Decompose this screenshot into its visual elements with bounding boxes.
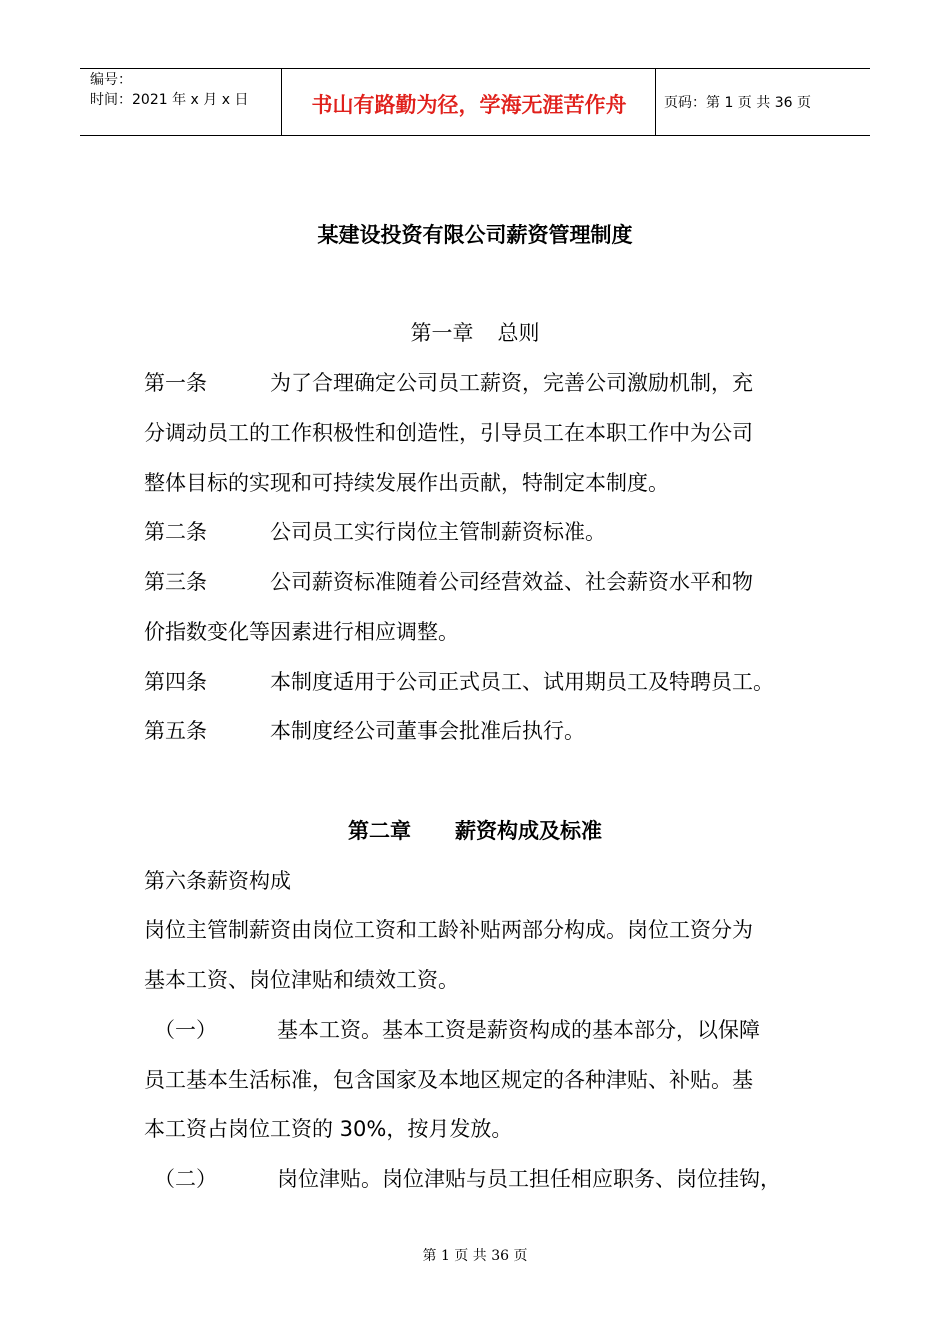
article-6-heading: 第六条薪资构成	[144, 869, 291, 893]
chapter-2-heading	[0, 816, 950, 846]
item-1-label: （一）	[154, 1018, 217, 1042]
article-6-line-2: 基本工资、岗位津贴和绩效工资。	[144, 968, 459, 992]
article-4-text: 本制度适用于公司正式员工、试用期员工及特聘员工。	[270, 670, 774, 694]
chapter-1-number: 第一章	[410, 321, 474, 345]
article-2-label: 第二条	[144, 520, 207, 544]
article-1-first-line	[144, 368, 753, 398]
item-2-label: （二）	[154, 1167, 217, 1191]
article-1-text: 为了合理确定公司员工薪资，完善公司激励机制，充	[270, 371, 753, 395]
item-2-text: 岗位津贴。岗位津贴与员工担任相应职务、岗位挂钩，	[277, 1167, 781, 1191]
document-title: 某建设投资有限公司薪资管理制度	[317, 223, 633, 247]
article-3-line-2: 价指数变化等因素进行相应调整。	[144, 620, 459, 644]
article-1-line-3: 整体目标的实现和可持续发展作出贡献，特制定本制度。	[144, 471, 669, 495]
header-page-cell	[656, 69, 870, 135]
item-1-line-3: 本工资占岗位工资的 30%，按月发放。	[144, 1117, 513, 1141]
article-3-first-line	[144, 567, 753, 597]
item-1-text: 基本工资。基本工资是薪资构成的基本部分，以保障	[277, 1018, 760, 1042]
chapter-2-name: 薪资构成及标准	[455, 819, 602, 843]
article-4-label: 第四条	[144, 670, 207, 694]
article-2-line	[144, 517, 606, 547]
header-meta-cell	[80, 69, 282, 135]
article-1-line-2: 分调动员工的工作积极性和创造性，引导员工在本职工作中为公司	[144, 421, 753, 445]
item-2-first-line	[144, 1164, 781, 1194]
article-6-line-1: 岗位主管制薪资由岗位工资和工龄补贴两部分构成。岗位工资分为	[144, 918, 753, 942]
document-number-label: 编号：	[90, 72, 132, 88]
article-2-text: 公司员工实行岗位主管制薪资标准。	[270, 520, 606, 544]
article-3-label: 第三条	[144, 570, 207, 594]
item-1-first-line	[144, 1015, 760, 1045]
article-4-line	[144, 667, 774, 697]
item-1-line-2: 员工基本生活标准，包含国家及本地区规定的各种津贴、补贴。基	[144, 1068, 753, 1092]
header-motto: 书山有路勤为径，学海无涯苦作舟	[311, 92, 627, 117]
document-header	[80, 68, 870, 136]
chapter-2-number: 第二章	[348, 819, 411, 843]
header-page-info: 页码：第 1 页 共 36 页	[664, 95, 811, 111]
chapter-1-heading	[0, 318, 950, 348]
header-motto-cell	[282, 69, 656, 135]
document-time-label: 时间：2021 年 x 月 x 日	[90, 92, 249, 108]
page-footer: 第 1 页 共 36 页	[422, 1248, 528, 1264]
article-3-text: 公司薪资标准随着公司经营效益、社会薪资水平和物	[270, 570, 753, 594]
article-1-label: 第一条	[144, 371, 207, 395]
article-5-label: 第五条	[144, 719, 207, 743]
article-5-text: 本制度经公司董事会批准后执行。	[270, 719, 585, 743]
chapter-1-name: 总则	[497, 321, 540, 345]
article-5-line	[144, 716, 585, 746]
